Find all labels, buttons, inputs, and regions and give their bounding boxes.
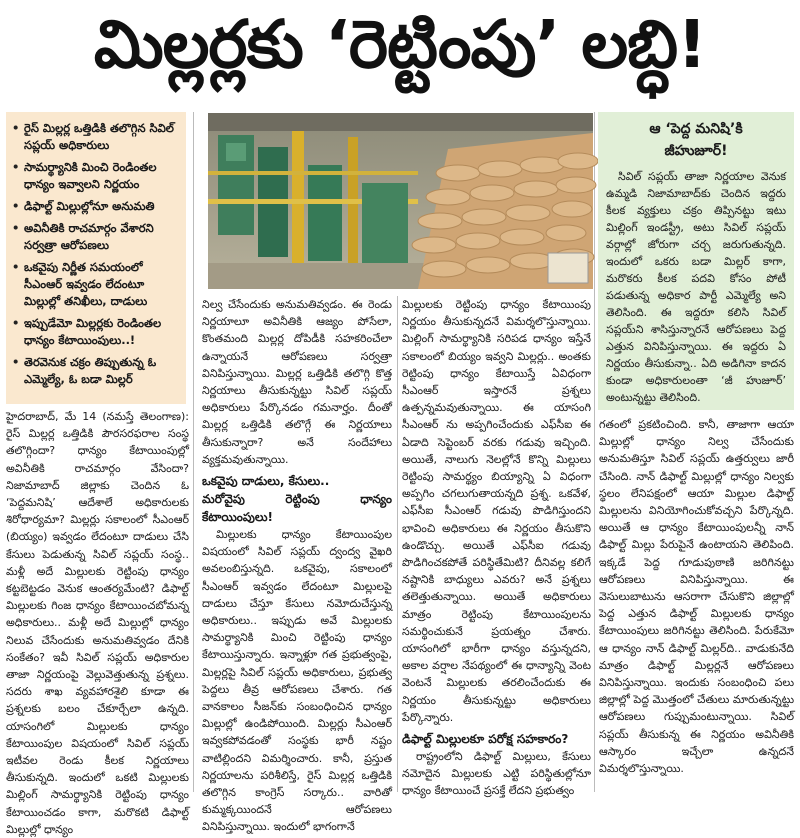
highlight-item: • సామర్థ్యానికి మించి రెండింతల ధాన్యం ఇవ్వాలని నిర్ణయం (12, 160, 157, 191)
highlight-item: • ఒకవైపు నిర్ణీత సమయంలో సీఎంఆర్ ఇవ్వడం లేదంటూ మిల్లుల్లో తనిఖీలు, దాడులు (12, 260, 148, 308)
bullet-icon: • (12, 199, 20, 213)
article-paragraph: నిల్వ చేసేందుకు అనుమతివ్వడం. ఈ రెండు నిర్ణయాలూ అవినీతికి ఆజ్యం పోసేలా, కొంతమంది మిల్లర్ల దోపిడీకి సహకరించేలా ఉన్నాయనే ఆరోపణలు సర్వత్రా వినిపిస్తున్నాయి. మిల్లర్ల ఒత్తిడికి తలొగ్గి కొత్త నిర్ణయాలు తీసుకున్నట్టు సివిల్ సప్లయ్ అధికారులు పేర్కొనడం గమనార్హం. దీంతో మిల్లర్ల ఒత్తిడికి తలొగ్గే ఈ నిర్ణయాలు తీసుకున్నారా? అనే సందేహాలు వ్యక్తమవుతున్నాయి. (202, 298, 392, 466)
article-column-2 (202, 296, 392, 834)
article-column-4 (599, 416, 794, 792)
article-paragraph: మిల్లులకు రెట్టింపు ధాన్యం కేటాయింపు నిర్ణయం తీసుకున్నదనే విమర్శలొస్తున్నాయి. మిల్లింగ్ సామర్థ్యానికి సరిపడ ధాన్యం ఇస్తేనే సకాలంలో బియ్యం ఇవ్వని మిల్లర్లు.. అంతకు రెట్టింపు ధాన్యం కేటాయిస్తే ఏవిధంగా సీఎంఆర్ ఇస్తారనే ప్రశ్నలు ఉత్పన్నమవుతున్నాయి. ఈ యాసంగి సీఎంఆర్ ను అప్పగించేందుకు ఎఫ్‌సీఐ ఈ ఏడాది సెప్టెంబర్ వరకు గడువు ఇచ్చింది. అయితే, నాలుగు నెలల్లోనే కొన్ని మిల్లులు రెట్టింపు సామర్థ్యం బియ్యాన్ని ఏ విధంగా అప్పగిం చగలుగుతాయన్నది ప్రశ్న. ఒకవేళ, ఎఫ్‌సీఐ సీఎంఆర్ గడువు పొడిగిస్తుందని భావించి అధికారులు ఈ నిర్ణయం తీసుకొని ఉండొచ్చు. అయితే ఎఫ్‌సీఐ గడువు పొడిగించకపోతే పరిస్థితేమిటి? దీనివల్ల కలిగే నష్టానికి బాధ్యులు ఎవరు? అనే ప్రశ్నలు తలెత్తుతున్నాయి. అయితే అధికారులు మాత్రం రెట్టింపు కేటాయింపులను సమర్థించుకునే ప్రయత్నం చేశారు. యాసంగిలో భారీగా ధాన్యం వస్తున్నదని, అకాల వర్షాల నేపథ్యంలో ఈ ధాన్యాన్ని వెంట వెంటనే మిల్లులకు తరలించేందుకు ఈ నిర్ణయం తీసుకున్నట్టు అధికారులు పేర్కొన్నారు. (402, 298, 591, 724)
bullet-icon: • (12, 221, 20, 235)
article-paragraph: గతంలో ప్రకటించింది. కానీ, తాజాగా ఆయా మిల్లుల్లో ధాన్యం నిల్వ చేసేందుకు అనుమతిస్తూ సివిల్ సప్లయ్ ఉత్తర్వులు జారీ చేసింది. నాన్ డిఫాల్ట్ మిల్లుల్లో ధాన్యం నిల్వకు స్థలం లేనిపక్షంలో ఆయా మిల్లుల డిఫాల్ట్ మిల్లులను వినియోగించుకోవచ్చని పేర్కొన్నది. అయితే ఆ ధాన్యం కేటాయింపులన్నీ నాన్ డిఫాల్ట్ మిల్లు పేరుపైనే ఉంటాయని తెలిపింది. ఇక్కడే పెద్ద గూడుపుఠాణి జరిగినట్టు ఆరోపణలు వినిపిస్తున్నాయి. ఈ వెసులుబాటును ఆసరాగా చేసుకొని జిల్లాల్లో పెద్ద ఎత్తున డిఫాల్ట్ మిల్లులకు ధాన్యం కేటాయింపులు జరిగినట్టు తెలిసింది. పేరుకేమో ఆ ధాన్యం నాన్ డిఫాల్ట్ మిల్లర్‌ది.. వాడుకునేది మాత్రం డిఫాల్ట్ మిల్లర్లనే ఆరోపణలు వినిపిస్తున్నాయి. ఇందుకు సంబంధించి పలు జిల్లాల్లో పెద్ద మొత్తంలో చేతులు మారుతున్నట్టు ఆరోపణలు గుప్పుమంటున్నాయి. సివిల్ సప్లయ్ తీసుకున్న ఈ నిర్ణయం అవినీతికి ఆస్కారం ఇచ్చేలా ఉన్నదనే విమర్శలొస్తున్నాయి. (599, 418, 794, 776)
bullet-icon: • (12, 355, 20, 369)
article-column-3 (402, 296, 591, 798)
headline: మిల్లర్లకు ‘రెట్టింపు’ లబ్ధి! (93, 5, 707, 83)
subheading: మరోవైపు రెట్టింపు ధాన్యం కేటాయింపులు! (202, 492, 392, 525)
subheading: డిఫాల్ట్ మిల్లులకూ పరోక్ష సహకారం? (402, 732, 569, 747)
highlight-item: • తెరవెనుక చక్రం తిప్పుతున్న ఓ ఎమ్మెల్యే, ఓ బడా మిల్లర్ (12, 355, 157, 386)
rice-mill-photo (208, 113, 593, 289)
bullet-icon: • (12, 260, 20, 274)
highlights-box (6, 112, 186, 404)
highlight-item: • అవినీతికి రాచమార్గం వేశారని సర్వత్రా ఆరోపణలు (12, 221, 154, 252)
article-paragraph: హైదరాబాద్, మే 14 (నమస్తే తెలంగాణ): రైస్ మిల్లర్ల ఒత్తిడికి పౌరసరఫరాల సంస్థ తలొగ్గిందా? ధాన్యం కేటాయింపుల్లో అవినీతికి రాచమార్గం వేసిందా? నిజామాబాద్ జిల్లాకు చెందిన ఓ ‘పెద్దమనిషి’ ఆదేశాలే అధికారులకు శిరోధార్యమా? మిల్లర్లు సకాలంలో సీఎంఆర్ (బియ్యం) ఇవ్వడం లేదంటూ దాడులు చేసి కేసులు పెడుతున్న సివిల్ సప్లయ్ సంస్థ.. మళ్లీ అదే మిల్లులకు రెట్టింపు ధాన్యం కట్టబెట్టడం వెనుక ఆంతర్యమేంటి? డిఫాల్ట్ మిల్లులకు గింజ ధాన్యం కేటాయించబోమన్న అధికారులు.. మళ్లీ అదే మిల్లుల్లో ధాన్యం నిలువ చేసేందుకు అనుమతివ్వడం దేనికి సంకేతం? ఇవీ సివిల్ సప్లయ్ అధికారుల తాజా నిర్ణయంపై వెల్లువెత్తుతున్న ప్రశ్నలు. సదరు శాఖ వ్యవహారశైలి కూడా ఈ ప్రశ్నలకు బలం చేకూర్చేలా ఉన్నది. యాసంగిలో మిల్లులకు ధాన్యం కేటాయింపుల విషయంలో సివిల్ సప్లయ్ ఇటీవల రెండు కీలక నిర్ణయాలు తీసుకున్నది. ఇందులో ఒకటి మిల్లులకు మిల్లింగ్ సామర్థ్యానికి రెట్టింపు ధాన్యం కేటాయించడం కాగా, మరొకటి డిఫాల్ట్ మిల్లుల్లో ధాన్యం (6, 410, 189, 836)
bullet-icon: • (12, 160, 20, 174)
article-column-1 (6, 408, 189, 836)
highlight-item: • రైస్ మిల్లర్ల ఒత్తిడికి తలొగ్గిన సివిల్ సప్లయ్ అధికారులు (12, 121, 174, 152)
highlight-item: • డిఫాల్ట్ మిల్లుల్లోనూ అనుమతి (12, 199, 155, 213)
article-paragraph: రాష్ట్రంలోని డిఫాల్ట్ మిల్లులు, కేసులు నమోదైన మిల్లులకు ఎట్టి పరిస్థితుల్లోనూ ధాన్యం కేటాయించే ప్రసక్తే లేదని ప్రభుత్వం (402, 750, 591, 798)
highlight-item: • ఇప్పుడేమో మిల్లర్లకు రెండింతల ధాన్యం కేటాయింపులు..! (12, 316, 162, 347)
column-rule (594, 112, 595, 792)
bullet-icon: • (12, 316, 20, 330)
bullet-icon: • (12, 121, 20, 135)
sidebar-box (598, 112, 794, 410)
sidebar-title: ఆ ‘పెద్ద మనిషి’కి జీహుజూర్! (649, 121, 743, 159)
sidebar-text: సివిల్ సప్లయ్ తాజా నిర్ణయాల వెనుక ఉమ్మడి నిజామాబాద్‌కు చెందిన ఇద్దరు కీలక వ్యక్తులు చక్రం తిప్పినట్టు ఇటు మిల్లింగ్ ఇండస్ట్రీ, అటు సివిల్ సప్లయ్ వర్గాల్లో జోరుగా చర్చ జరుగుతున్నది. ఇందులో ఒకరు బడా మిల్లర్ కాగా, మరొకరు కీలక పదవి కోసం పోటీ పడుతున్న అధికార పార్టీ ఎమ్మెల్యే అని తెలిసింది. ఈ ఇద్దరూ కలిసి సివిల్ సప్లయ్‌ని శాసిస్తున్నారనే ఆరోపణలు పెద్ద ఎత్తున వినిపిస్తున్నాయి. ఈ ఇద్దరు ఏ నిర్ణయం తీసుకున్నా.. ఏది అడిగినా కాదన కుండా అధికారులంతా ‘జీ హుజూర్’ అంటున్నట్టు తెలిసింది. (606, 170, 786, 404)
column-rule (397, 296, 398, 792)
subheading: ఒకవైపు దాడులు, కేసులు.. (202, 474, 330, 489)
column-rule (193, 112, 194, 792)
article-paragraph: మిల్లులకు ధాన్యం కేటాయింపుల విషయంలో సివిల్ సప్లయ్ ద్వంద్వ వైఖరి అవలంబిస్తున్నది. ఒకవైపు, సకాలంలో సీఎంఆర్ ఇవ్వడం లేదంటూ మిల్లులపై దాడులు చేస్తూ కేసులు నమోదుచేస్తున్న అధికారులు.. ఇప్పుడు అవే మిల్లులకు సామర్థ్యానికి మించి రెట్టింపు ధాన్యం కేటాయిస్తున్నారు. ఇన్నాళ్లూ గత ప్రభుత్వంపై, మిల్లర్లపై సివిల్ సప్లయ్ అధికారులు, ప్రభుత్వ పెద్దలు తీవ్ర ఆరోపణలు చేశారు. గత వానకాలం సీజన్‌కు సంబంధించిన ధాన్యం మిల్లుల్లో ఉండిపోయింది. మిల్లర్లు సీఎంఆర్ ఇవ్వకపోవడంతో సంస్థకు భారీ నష్టం వాటిల్లిందని విమర్శించారు. కానీ, ప్రస్తుత నిర్ణయాలను పరిశీలిస్తే, రైస్ మిల్లర్ల ఒత్తిడికి తలొగ్గిన కాంగ్రెస్ సర్కారు.. వారితో కుమ్మక్కయిందనే ఆరోపణలు వినిపిస్తున్నాయి. ఇందులో భాగంగానే (202, 528, 392, 834)
